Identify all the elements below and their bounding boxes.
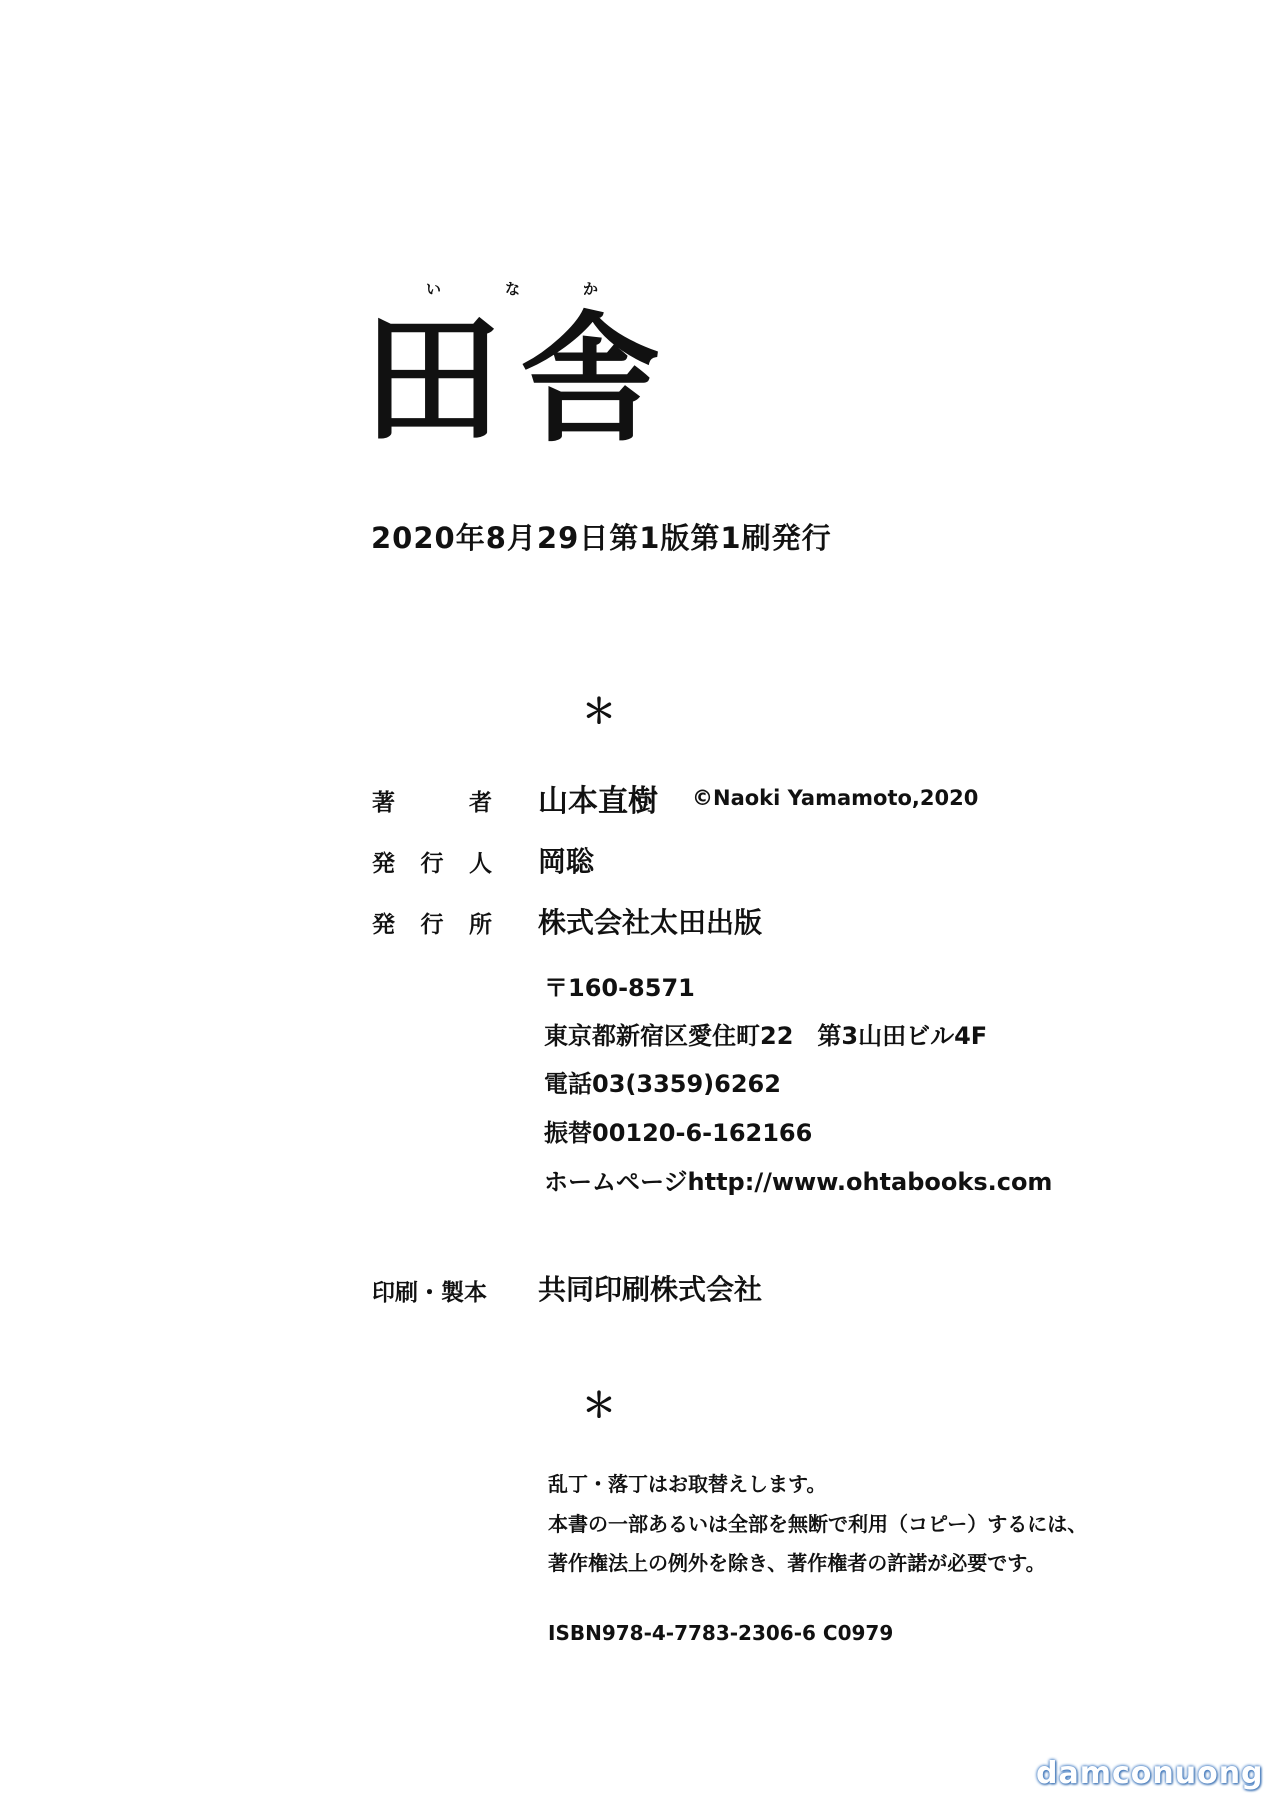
note-line-1: 乱丁・落丁はお取替えします。 (548, 1472, 827, 1496)
watermark-text: damconuong (1036, 1756, 1264, 1791)
street-address: 東京都新宿区愛住町22 第3山田ビル4F (544, 1022, 988, 1050)
publisher-person-name: 岡聡 (538, 845, 595, 878)
title-ruby-1: い (426, 280, 442, 298)
note-line-3: 著作権法上の例外を除き、著作権者の許諾が必要です。 (548, 1551, 1046, 1575)
isbn: ISBN978-4-7783-2306-6 C0979 (548, 1621, 894, 1645)
printer-name: 共同印刷株式会社 (538, 1273, 763, 1306)
postal-transfer-account: 振替00120-6-162166 (544, 1119, 813, 1147)
credit-label-publisher: 発 行 所 (372, 912, 492, 938)
author-name: 山本直樹 (538, 784, 658, 819)
publisher-name: 株式会社太田出版 (538, 906, 763, 939)
title-ruby-2: な (505, 280, 521, 298)
phone-number: 電話03(3359)6262 (544, 1070, 781, 1098)
book-title: 田舎 (362, 298, 679, 462)
separator-asterisk: ＊ (582, 692, 616, 732)
homepage-url: ホームページhttp://www.ohtabooks.com (544, 1168, 1053, 1196)
postal-code: 〒160-8571 (544, 974, 695, 1002)
separator-asterisk-2: ＊ (582, 1386, 616, 1426)
credit-label-author: 著 者 (372, 790, 492, 816)
edition-line: 2020年8月29日第1版第1刷発行 (371, 521, 832, 555)
copyright-notice: ©Naoki Yamamoto,2020 (692, 786, 979, 810)
title-ruby-3: か (583, 280, 599, 298)
note-line-2: 本書の一部あるいは全部を無断で利用（コピー）するには、 (548, 1512, 1088, 1536)
printer-label: 印刷・製本 (372, 1280, 487, 1306)
credit-label-publisher-person: 発 行 人 (372, 851, 492, 877)
